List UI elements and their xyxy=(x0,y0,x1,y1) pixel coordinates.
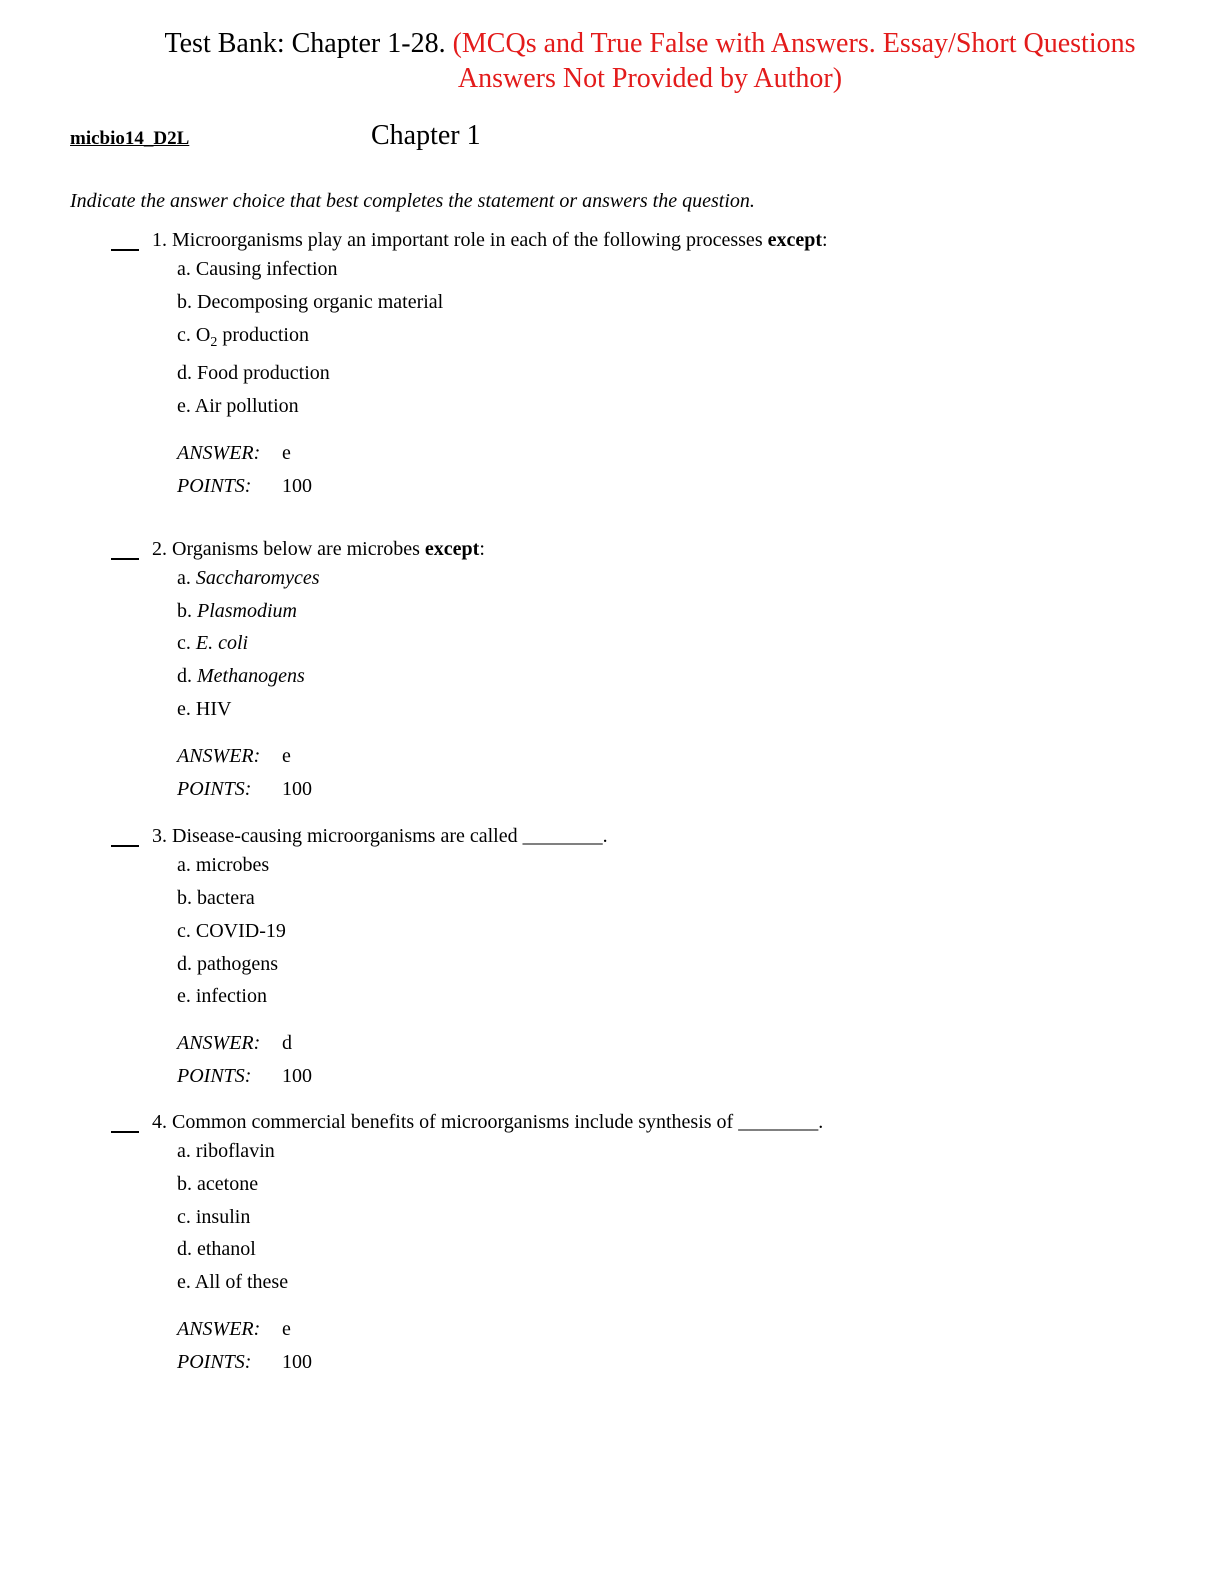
option-text: Plasmodium xyxy=(197,600,297,622)
answer-blank-1[interactable] xyxy=(111,249,139,251)
title-black: Test Bank: Chapter 1-28. xyxy=(164,28,446,59)
q2-points xyxy=(177,777,312,801)
answer-label: ANSWER: xyxy=(177,745,261,767)
question-text: Organisms below are microbes xyxy=(172,538,420,560)
q1-points xyxy=(177,474,312,498)
q3-option-a: a. microbes xyxy=(177,854,270,876)
option-text: Methanogens xyxy=(197,665,305,687)
q4-option-b: b. acetone xyxy=(177,1173,259,1195)
question-4-stem xyxy=(152,1110,823,1134)
answer-value: d xyxy=(282,1032,292,1054)
chapter-heading: Chapter 1 xyxy=(371,120,481,151)
q2-answer xyxy=(177,744,291,768)
points-label: POINTS: xyxy=(177,1351,252,1373)
question-1-stem xyxy=(152,228,828,252)
question-number: 2. xyxy=(152,538,167,560)
question-emphasis: except xyxy=(424,538,480,560)
q4-answer xyxy=(177,1317,291,1341)
q3-answer xyxy=(177,1031,292,1055)
points-label: POINTS: xyxy=(177,1065,252,1087)
q4-option-d: d. ethanol xyxy=(177,1238,256,1260)
question-text: Common commercial benefits of microorganisms include synthesis of ________. xyxy=(172,1111,824,1133)
q1-option-c xyxy=(177,323,309,355)
q3-option-e: e. infection xyxy=(177,985,267,1007)
answer-label: ANSWER: xyxy=(177,1318,261,1340)
question-end: : xyxy=(479,538,485,560)
q2-option-c xyxy=(177,631,248,655)
q4-points xyxy=(177,1350,312,1374)
answer-label: ANSWER: xyxy=(177,442,261,464)
option-letter: a. xyxy=(177,567,191,589)
q3-option-d: d. pathogens xyxy=(177,953,279,975)
answer-value: e xyxy=(282,1318,291,1340)
course-code: micbio14_D2L xyxy=(70,128,190,149)
q3-option-b: b. bactera xyxy=(177,887,255,909)
question-number: 4. xyxy=(152,1111,167,1133)
answer-blank-4[interactable] xyxy=(111,1131,139,1133)
document-title xyxy=(120,26,1180,96)
question-emphasis: except xyxy=(767,229,823,251)
option-subscript: 2 xyxy=(210,335,218,350)
q1-option-b: b. Decomposing organic material xyxy=(177,291,444,313)
q2-option-b xyxy=(177,599,297,623)
q1-option-d: d. Food production xyxy=(177,362,330,384)
q1-option-e: e. Air pollution xyxy=(177,395,299,417)
option-text: E. coli xyxy=(195,632,249,654)
points-value: 100 xyxy=(282,1065,312,1087)
question-2-stem xyxy=(152,537,485,561)
question-text: Microorganisms play an important role in each of the following processes xyxy=(172,229,763,251)
question-3-stem xyxy=(152,824,608,848)
q1-option-a: a. Causing infection xyxy=(177,258,338,280)
answer-blank-3[interactable] xyxy=(111,845,139,847)
q4-option-a: a. riboflavin xyxy=(177,1140,275,1162)
points-label: POINTS: xyxy=(177,778,252,800)
answer-label: ANSWER: xyxy=(177,1032,261,1054)
question-end: : xyxy=(822,229,828,251)
option-letter: b. xyxy=(177,600,192,622)
option-text: c. O xyxy=(177,324,211,346)
question-text: Disease-causing microorganisms are called ________. xyxy=(172,825,608,847)
q2-option-d xyxy=(177,664,305,688)
q1-answer xyxy=(177,441,291,465)
points-value: 100 xyxy=(282,475,312,497)
answer-blank-2[interactable] xyxy=(111,558,139,560)
q3-points xyxy=(177,1064,312,1088)
points-label: POINTS: xyxy=(177,475,252,497)
question-number: 3. xyxy=(152,825,167,847)
instructions: Indicate the answer choice that best completes the statement or answers the question. xyxy=(70,190,755,212)
option-text-end: production xyxy=(217,324,309,346)
title-red: (MCQs and True False with Answers. Essay/Short Questions Answers Not Provided by Author) xyxy=(452,28,1136,94)
option-letter: d. xyxy=(177,665,192,687)
answer-value: e xyxy=(282,745,291,767)
answer-value: e xyxy=(282,442,291,464)
q4-option-e: e. All of these xyxy=(177,1271,289,1293)
q2-option-a xyxy=(177,566,320,590)
q2-option-e: e. HIV xyxy=(177,698,232,720)
option-text: Saccharomyces xyxy=(195,567,320,589)
q4-option-c: c. insulin xyxy=(177,1206,251,1228)
q3-option-c: c. COVID-19 xyxy=(177,920,286,942)
option-letter: c. xyxy=(177,632,191,654)
points-value: 100 xyxy=(282,778,312,800)
question-number: 1. xyxy=(152,229,167,251)
points-value: 100 xyxy=(282,1351,312,1373)
